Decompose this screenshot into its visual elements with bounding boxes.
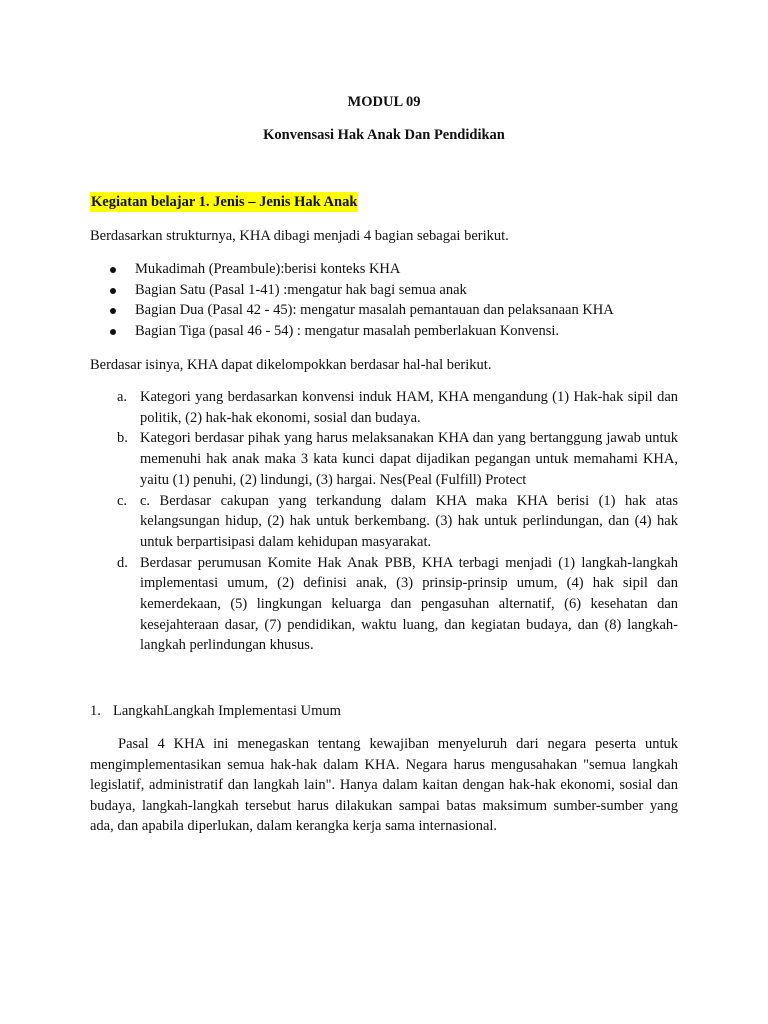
list-item-text: Kategori berdasar pihak yang harus melaksanakan KHA dan yang bertanggung jawab untuk memenuhi hak anak maka 3 kata kunci dapat dijadikan pegangan untuk memahami KHA, yaitu (1) penuhi, (2) lindungi, (3) hargai. Nes(Peal (Fulfill) Protect (140, 430, 678, 488)
body-paragraph: Pasal 4 KHA ini menegaskan tentang kewajiban menyeluruh dari negara peserta untuk mengimplementasikan semua hak-hak dalam KHA. Negara harus mengusahakan "semua langkah legislatif, administratif dan langkah lain". Hanya dalam kaitan dengan hak-hak ekonomi, sosial dan budaya, langkah-langkah tersebut harus dilakukan sampai batas maksimum sumber-sumber yang ada, dan apabila diperlukan, dalam kerangka kerja sama internasional. (90, 736, 678, 835)
list-item-text: Bagian Tiga (pasal 46 - 54) : mengatur masalah pemberlakuan Konvensi. (135, 322, 560, 339)
content-alpha-list (90, 387, 678, 656)
bullet-icon (110, 329, 116, 335)
section-heading-highlighted: Kegiatan belajar 1. Jenis – Jenis Hak Anak (91, 194, 358, 210)
list-item (90, 428, 678, 490)
list-item-text: c. Berdasar cakupan yang terkandung dalam KHA maka KHA berisi (1) hak atas kelangsungan hidup, (2) hak untuk berkembang. (3) hak untuk perlindungan, dan (4) hak untuk berpartisipasi dalam kehidupan masyarakat. (140, 492, 678, 550)
module-subtitle: Konvensasi Hak Anak Dan Pendidikan (263, 127, 505, 143)
bullet-icon (110, 267, 116, 273)
subsection-title: LangkahLangkah Implementasi Umum (113, 703, 341, 719)
module-title: MODUL 09 (347, 94, 421, 110)
subsection-heading (90, 701, 341, 721)
list-item-text: Berdasar perumusan Komite Hak Anak PBB, KHA terbagi menjadi (1) langkah-langkah implementasi umum, (2) definisi anak, (3) prinsip-prinsip umum, (4) hak sipil dan kemerdekaan, (5) lingkungan keluarga dan pengasuhan alternatif, (6) kesehatan dan kesejahteraan dasar, (7) pendidikan, waktu luang, dan kegiatan budaya, dan (8) langkah-langkah perlindungan khusus. (140, 554, 678, 654)
list-marker: d. (117, 554, 128, 571)
list-marker: c. (117, 492, 128, 509)
subsection-number: 1. (90, 703, 101, 719)
list-item (90, 321, 678, 342)
structure-intro-paragraph: Berdasarkan strukturnya, KHA dibagi menjadi 4 bagian sebagai berikut. (90, 228, 509, 244)
list-item-text: Mukadimah (Preambule):berisi konteks KHA (135, 261, 401, 277)
list-item (90, 280, 678, 301)
list-item-text: Bagian Satu (Pasal 1-41) :mengatur hak bagi semua anak (135, 281, 467, 298)
content-intro-paragraph: Berdasar isinya, KHA dapat dikelompokkan berdasar hal-hal berikut. (90, 357, 492, 373)
bullet-icon (110, 288, 116, 294)
list-item-text: Bagian Dua (Pasal 42 - 45): mengatur masalah pemantauan dan pelaksanaan KHA (135, 302, 614, 318)
bullet-icon (110, 308, 116, 314)
list-item (90, 553, 678, 657)
list-marker: b. (117, 430, 128, 447)
list-marker: a. (117, 389, 128, 405)
list-item (90, 259, 678, 280)
list-item (90, 491, 678, 553)
list-item-text: Kategori yang berdasarkan konvensi induk HAM, KHA mengandung (1) Hak-hak sipil dan politik, (2) hak-hak ekonomi, sosial dan budaya. (140, 389, 678, 426)
list-item (90, 387, 678, 428)
list-item (90, 300, 678, 321)
structure-bullet-list (90, 259, 678, 341)
